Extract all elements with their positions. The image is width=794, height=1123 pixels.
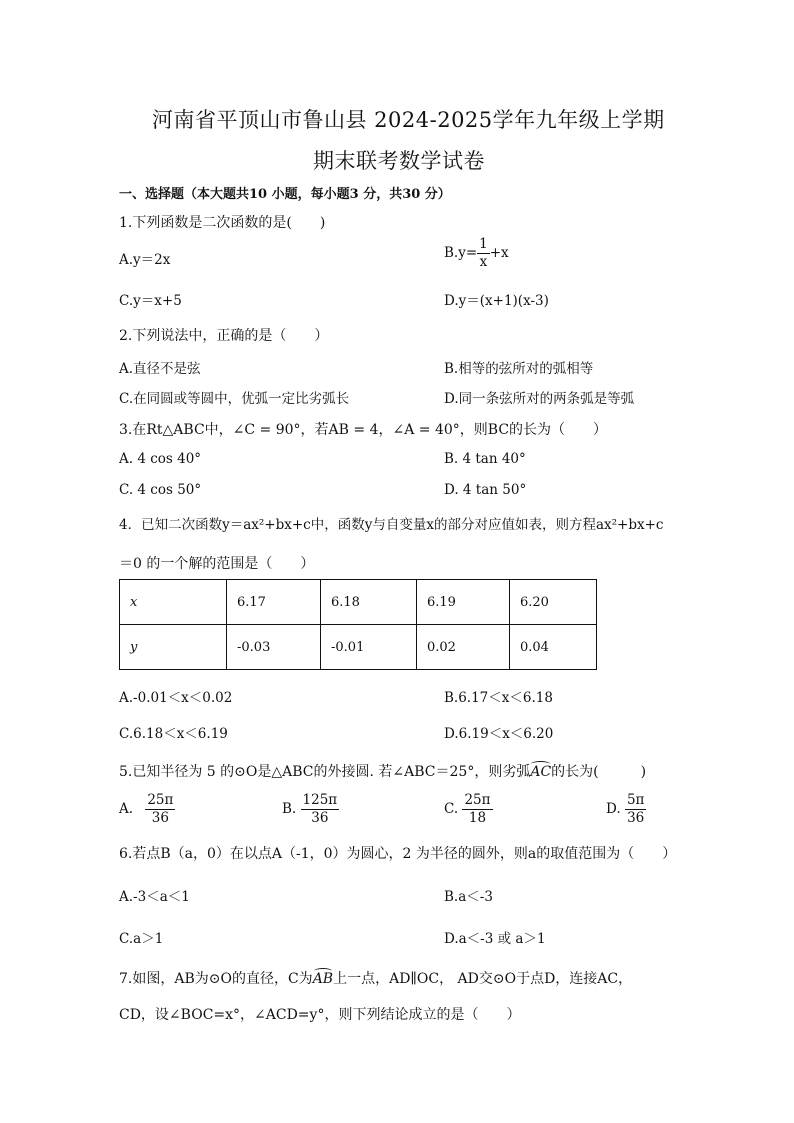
question-1-stem: 1.下列函数是二次函数的是( )	[119, 215, 326, 231]
table-cell: 0.02	[417, 625, 510, 670]
table-cell: x	[120, 580, 227, 625]
q5-option-b	[282, 792, 339, 827]
q3-option-d: D. 4 tan 50°	[444, 482, 527, 498]
question-7-stem-line1	[119, 968, 632, 988]
q5-option-d	[606, 792, 646, 827]
q1-b-den: x	[479, 253, 488, 270]
q1-b-prefix: B.y=	[444, 244, 478, 261]
question-3-stem: 3.在Rt△ABC中，∠C = 90°，若AB = 4，∠A = 40°，则BC的长为（ ）	[119, 422, 608, 438]
question-4-stem-line1: 4．已知二次函数y＝ax²+bx+c中，函数y与自变量x的部分对应值如表，则方程ax²+bx+c	[119, 517, 664, 533]
arc-ab: AB	[312, 971, 334, 987]
q4-option-a: A.-0.01＜x＜0.02	[119, 690, 233, 706]
question-2-stem: 2.下列说法中，正确的是（ ）	[119, 328, 329, 344]
table-cell: 6.19	[417, 580, 510, 625]
section-heading: 一、选择题（本大题共10 小题，每小题3 分，共30 分）	[119, 187, 451, 202]
q2-option-c: C.在同圆或等圆中，优弧一定比劣弧长	[119, 391, 350, 407]
q1-b-fraction	[477, 236, 490, 271]
q5-option-c	[444, 792, 493, 827]
table-cell: -0.01	[321, 625, 417, 670]
table-row	[120, 580, 597, 625]
question-5-stem	[119, 761, 646, 781]
q1-option-a: A.y＝2x	[119, 252, 171, 268]
q2-option-d: D.同一条弦所对的两条弧是等弧	[444, 391, 635, 407]
q5-d-den: 36	[627, 809, 645, 826]
q3-option-a: A. 4 cos 40°	[119, 451, 202, 467]
q3-option-c: C. 4 cos 50°	[119, 482, 202, 498]
q5-a-label: A.	[119, 800, 134, 817]
arc-ac: AC	[530, 764, 552, 780]
q6-option-d: D.a＜-3 或 a＞1	[444, 931, 546, 947]
table-row	[120, 625, 597, 670]
q5-d-label: D.	[606, 800, 621, 817]
q1-option-b	[444, 236, 509, 271]
q4-option-b: B.6.17＜x＜6.18	[444, 690, 553, 706]
q3-option-b: B. 4 tan 40°	[444, 451, 526, 467]
q2-option-b: B.相等的弦所对的弧相等	[444, 361, 594, 377]
q5-c-den: 18	[468, 809, 487, 826]
q5-option-a	[119, 792, 175, 827]
q1-b-num: 1	[479, 236, 488, 252]
page-title-line2: 期末联考数学试卷	[313, 149, 485, 173]
q4-option-c: C.6.18＜x＜6.19	[119, 726, 228, 742]
q7-stem-post: 上一点，AD∥OC， AD交⊙O于点D，连接AC，	[333, 971, 633, 987]
q6-option-b: B.a＜-3	[444, 889, 493, 905]
table-cell: 6.20	[510, 580, 597, 625]
table-cell: 6.17	[227, 580, 321, 625]
q2-option-a: A.直径不是弦	[119, 361, 201, 377]
question-7-stem-line2: CD，设∠BOC=x°，∠ACD=y°，则下列结论成立的是（ ）	[119, 1007, 521, 1023]
q5-a-num: 25π	[147, 792, 174, 808]
q5-b-num: 125π	[302, 792, 338, 808]
table-cell: 6.18	[321, 580, 417, 625]
q5-stem-post: 的长为( )	[551, 764, 647, 780]
q5-c-num: 25π	[464, 792, 491, 808]
q5-stem-pre: 5.已知半径为 5 的⊙O是△ABC的外接圆. 若∠ABC＝25°，则劣弧	[119, 764, 531, 780]
q4-option-d: D.6.19＜x＜6.20	[444, 726, 554, 742]
value-table	[119, 579, 597, 670]
question-4-stem-line2: ＝0 的一个解的范围是（ ）	[119, 556, 315, 572]
q5-c-fraction	[462, 792, 492, 827]
q5-a-den: 36	[151, 809, 169, 826]
q5-b-den: 36	[311, 809, 329, 826]
q1-b-suffix: +x	[489, 244, 509, 261]
page-title-line1: 河南省平顶山市鲁山县 2024-2025学年九年级上学期	[152, 108, 665, 132]
q5-c-label: C.	[444, 800, 459, 817]
table-cell: y	[120, 625, 227, 670]
q1-option-d: D.y＝(x+1)(x-3)	[444, 293, 549, 309]
q5-d-fraction	[625, 792, 646, 827]
q5-b-fraction	[301, 792, 340, 827]
q5-d-num: 5π	[626, 792, 645, 808]
q6-option-c: C.a＞1	[119, 931, 164, 947]
q7-stem-pre: 7.如图，AB为⊙O的直径，C为	[119, 971, 313, 987]
q1-option-c: C.y＝x+5	[119, 293, 182, 309]
table-cell: 0.04	[510, 625, 597, 670]
q6-option-a: A.-3＜a＜1	[119, 889, 190, 905]
q5-b-label: B.	[282, 800, 297, 817]
table-cell: -0.03	[227, 625, 321, 670]
q5-a-fraction	[145, 792, 175, 827]
question-6-stem: 6.若点B（a，0）在以点A（-1，0）为圆心，2 为半径的圆外，则a的取值范围为（ ）	[119, 846, 677, 862]
